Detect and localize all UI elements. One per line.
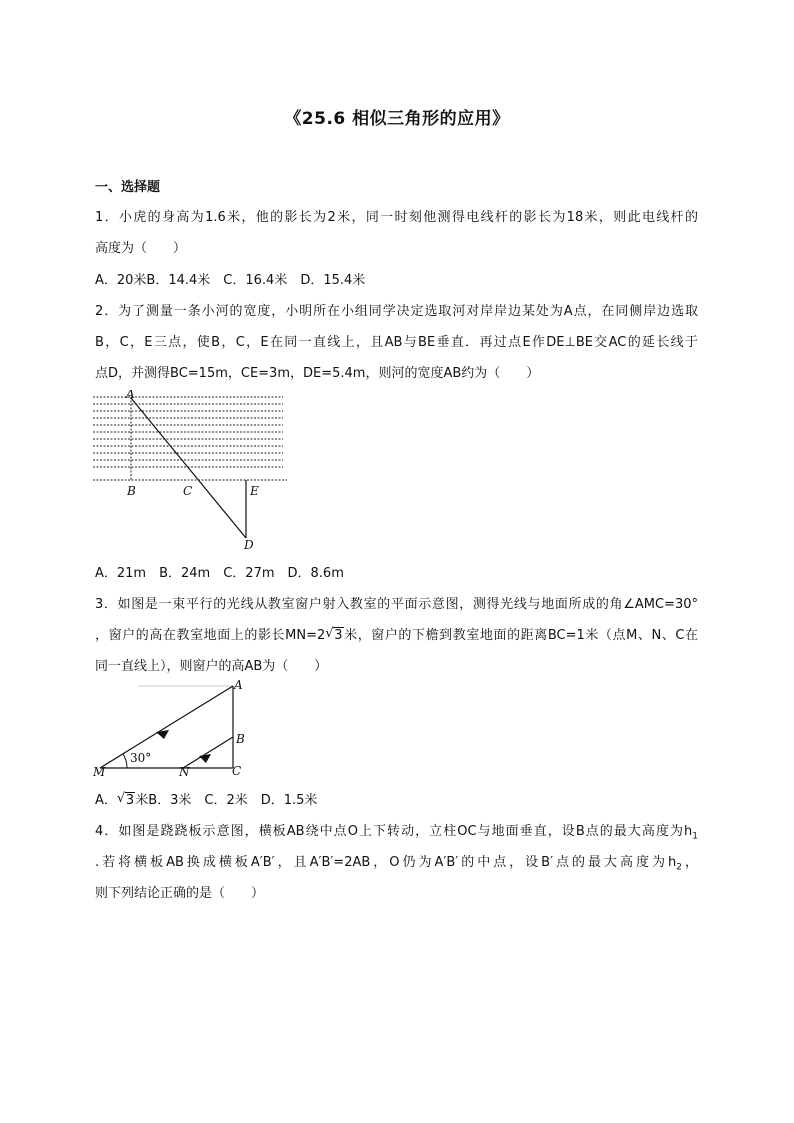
q1-line1: 1．小虎的身高为1.6米，他的影长为2米，同一时刻他测得电线杆的影长为18米，则此电线杆的 (95, 210, 698, 225)
q3-line3: 同一直线上），则窗户的高AB为（ ） (95, 659, 328, 674)
q3-options: A． √ 3米B．3米 C．2米 D．1.5米 (95, 791, 318, 808)
q4-line1: 4．如图是跷跷板示意图，横板AB绕中点O上下转动，立柱OC与地面垂直，设B点的最大高度为$h_1$ (95, 824, 698, 842)
arrow-icon (199, 754, 211, 763)
q1-line2: 高度为（ ） (95, 241, 187, 256)
label-B: B (236, 732, 245, 746)
sqrt-expression: √ 3 (116, 791, 135, 808)
label-E: E (250, 484, 259, 498)
label-N: N (179, 765, 190, 779)
q3-line2: ，窗户的高在教室地面上的影长MN=2 √ 3米，窗户的下檐到教室地面的距离BC=1米（点M、N、C在 (95, 626, 699, 643)
arrow-icon (156, 730, 169, 739)
q4-line2: .若将横板AB换成横板A′B′，且A′B′=2AB，O仍为A′B′的中点，设B′点的最大高度为$h_2$， (95, 855, 698, 873)
river-diagram (93, 390, 289, 552)
section-heading: 一、选择题 (95, 180, 161, 195)
sqrt-expression: √ 3 (325, 626, 343, 643)
q1-options: A．20米B．14.4米 C．16.4米 D．15.4米 (95, 273, 366, 288)
label-D: D (244, 538, 254, 552)
window-light-diagram (93, 677, 253, 779)
q2-options: A．21m B．24m C．27m D．8.6m (95, 566, 344, 581)
q2-line1: 2．为了测量一条小河的宽度，小明所在小组同学决定选取河对岸岸边某处为A点，在同侧岸边选取 (95, 304, 698, 319)
label-B: B (127, 484, 136, 498)
label-C: C (183, 484, 193, 498)
angle-label: 30° (130, 751, 152, 765)
label-A: A (126, 390, 135, 401)
document-title: 《25.6 相似三角形的应用》 (284, 109, 510, 129)
label-M: M (93, 765, 106, 779)
q4-line3: 则下列结论正确的是（ ） (95, 886, 265, 901)
q2-line3: 点D，并测得BC=15m，CE=3m，DE=5.4m，则河的宽度AB约为（ ） (95, 366, 540, 381)
river-figure (93, 390, 289, 556)
window-figure (93, 677, 253, 783)
q2-line2: B，C，E三点，使B，C，E在同一直线上，且AB与BE垂直．再过点E作DE⊥BE交AC的延长线于 (95, 335, 698, 350)
q3-line1: 3．如图是一束平行的光线从教室窗户射入教室的平面示意图，测得光线与地面所成的角∠AMC=30° (95, 597, 698, 612)
label-A: A (234, 678, 243, 692)
label-C: C (232, 764, 242, 778)
